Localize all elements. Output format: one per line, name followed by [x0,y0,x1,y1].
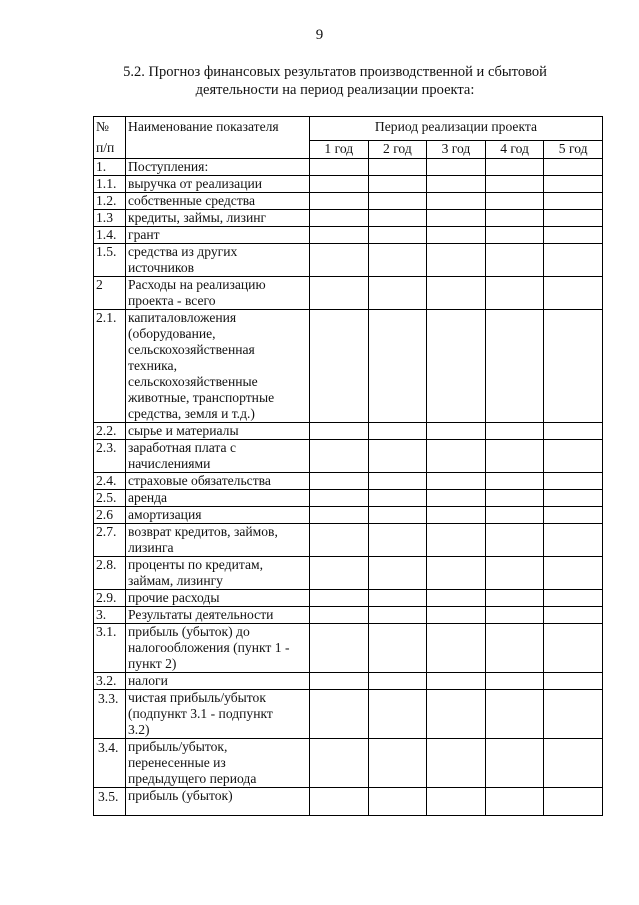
row-number: 1. [94,159,126,176]
table-row [94,690,603,739]
year-2-value-cell [368,507,427,524]
year-4-value-cell [485,624,544,673]
year-1-value-cell [310,590,369,607]
year-4-value-cell [485,159,544,176]
row-number: 1.3 [94,210,126,227]
year-4-value-cell [485,788,544,816]
year-2-value-cell [368,176,427,193]
period-header: Период реализации проекта [310,117,603,141]
year-3-value-cell [427,244,486,277]
table-row [94,159,603,176]
year-1-value-cell [310,624,369,673]
year-5-value-cell [544,159,603,176]
year-5-value-cell [544,277,603,310]
year-3-value-cell [427,490,486,507]
year-2-value-cell [368,277,427,310]
table-row [94,624,603,673]
row-indicator-name: Результаты деятельности [126,607,310,624]
year-5-value-cell [544,440,603,473]
year-3-value-cell [427,310,486,423]
year-4-value-cell [485,507,544,524]
heading-line-1: 5.2. Прогноз финансовых результатов производственной и сбытовой [123,64,547,80]
year-5-value-cell [544,193,603,210]
table-row [94,176,603,193]
year-1-value-cell [310,690,369,739]
table-row [94,227,603,244]
row-number: 3.1. [94,624,126,673]
row-number: 2 [94,277,126,310]
year-1-value-cell [310,557,369,590]
table-row [94,524,603,557]
table-row [94,440,603,473]
col-name-header: Наименование показателя [126,117,310,159]
row-number: 2.9. [94,590,126,607]
year-4-value-cell [485,227,544,244]
row-indicator-name: чистая прибыль/убыток (подпункт 3.1 - подпункт 3.2) [126,690,310,739]
year-5-value-cell [544,557,603,590]
year-5-header: 5 год [544,141,603,159]
row-indicator-name: налоги [126,673,310,690]
row-number: 3. [94,607,126,624]
table-row [94,277,603,310]
year-1-value-cell [310,423,369,440]
year-4-value-cell [485,607,544,624]
row-number: 1.2. [94,193,126,210]
heading-line-2: деятельности на период реализации проекта: [195,82,475,98]
year-1-value-cell [310,673,369,690]
row-indicator-name: выручка от реализации [126,176,310,193]
row-indicator-name: страховые обязательства [126,473,310,490]
year-5-value-cell [544,524,603,557]
year-3-value-cell [427,590,486,607]
year-5-value-cell [544,244,603,277]
year-1-header: 1 год [310,141,369,159]
table-row [94,557,603,590]
year-3-value-cell [427,524,486,557]
row-number: 2.6 [94,507,126,524]
row-number: 2.1. [94,310,126,423]
year-5-value-cell [544,490,603,507]
row-indicator-name: аренда [126,490,310,507]
year-3-value-cell [427,227,486,244]
year-2-value-cell [368,673,427,690]
year-5-value-cell [544,607,603,624]
row-indicator-name: прочие расходы [126,590,310,607]
table-row [94,310,603,423]
year-4-value-cell [485,473,544,490]
year-4-value-cell [485,193,544,210]
row-indicator-name: капиталовложения (оборудование, сельскохозяйственная техника, сельскохозяйственные животные, транспортные средства, земля и т.д.) [126,310,310,423]
year-1-value-cell [310,440,369,473]
year-1-value-cell [310,244,369,277]
year-3-value-cell [427,788,486,816]
table-row [94,473,603,490]
table-row [94,739,603,788]
year-5-value-cell [544,590,603,607]
year-4-value-cell [485,490,544,507]
year-5-value-cell [544,507,603,524]
year-3-value-cell [427,440,486,473]
table-row [94,507,603,524]
row-indicator-name: проценты по кредитам, займам, лизингу [126,557,310,590]
row-indicator-name: грант [126,227,310,244]
year-3-value-cell [427,607,486,624]
year-2-value-cell [368,310,427,423]
row-number: 1.1. [94,176,126,193]
row-number: 2.5. [94,490,126,507]
year-4-value-cell [485,244,544,277]
year-2-value-cell [368,193,427,210]
row-number: 2.2. [94,423,126,440]
row-indicator-name: прибыль (убыток) [126,788,310,816]
table-row [94,673,603,690]
year-2-value-cell [368,423,427,440]
year-4-value-cell [485,210,544,227]
year-2-value-cell [368,227,427,244]
year-2-value-cell [368,590,427,607]
year-4-value-cell [485,440,544,473]
year-5-value-cell [544,739,603,788]
year-3-value-cell [427,193,486,210]
col-num-header [94,117,126,159]
row-indicator-name: Расходы на реализацию проекта - всего [126,277,310,310]
year-1-value-cell [310,159,369,176]
year-3-value-cell [427,507,486,524]
row-indicator-name: Поступления: [126,159,310,176]
year-2-value-cell [368,524,427,557]
row-indicator-name: амортизация [126,507,310,524]
year-3-value-cell [427,277,486,310]
year-5-value-cell [544,310,603,423]
row-indicator-name: собственные средства [126,193,310,210]
year-3-value-cell [427,673,486,690]
year-3-value-cell [427,624,486,673]
year-4-value-cell [485,524,544,557]
row-indicator-name: кредиты, займы, лизинг [126,210,310,227]
year-1-value-cell [310,193,369,210]
col-num-header-line2: п/п [96,140,115,155]
year-1-value-cell [310,490,369,507]
year-2-value-cell [368,244,427,277]
year-5-value-cell [544,210,603,227]
year-3-value-cell [427,557,486,590]
row-number: 2.8. [94,557,126,590]
row-indicator-name: прибыль (убыток) до налогообложения (пункт 1 - пункт 2) [126,624,310,673]
year-3-value-cell [427,473,486,490]
row-number: 2.7. [94,524,126,557]
year-2-value-cell [368,607,427,624]
year-3-value-cell [427,176,486,193]
row-indicator-name: сырье и материалы [126,423,310,440]
year-4-value-cell [485,557,544,590]
year-3-value-cell [427,690,486,739]
row-number: 3.3. [94,690,126,739]
row-number: 2.3. [94,440,126,473]
year-5-value-cell [544,690,603,739]
row-number: 1.5. [94,244,126,277]
year-1-value-cell [310,210,369,227]
year-4-value-cell [485,590,544,607]
year-5-value-cell [544,227,603,244]
table-row [94,423,603,440]
year-3-value-cell [427,423,486,440]
year-4-value-cell [485,423,544,440]
row-number: 1.4. [94,227,126,244]
year-2-value-cell [368,159,427,176]
year-1-value-cell [310,176,369,193]
year-4-value-cell [485,310,544,423]
year-4-value-cell [485,690,544,739]
row-number: 3.5. [94,788,126,816]
row-number: 3.2. [94,673,126,690]
table-row [94,193,603,210]
row-number: 2.4. [94,473,126,490]
year-5-value-cell [544,176,603,193]
table-row [94,210,603,227]
year-5-value-cell [544,788,603,816]
row-number: 3.4. [94,739,126,788]
year-1-value-cell [310,507,369,524]
year-4-header: 4 год [485,141,544,159]
year-2-value-cell [368,557,427,590]
table-row [94,788,603,816]
year-1-value-cell [310,524,369,557]
table-row [94,607,603,624]
year-2-value-cell [368,788,427,816]
year-1-value-cell [310,473,369,490]
row-indicator-name: средства из других источников [126,244,310,277]
year-3-value-cell [427,739,486,788]
year-2-value-cell [368,690,427,739]
table-row [94,590,603,607]
year-1-value-cell [310,739,369,788]
year-4-value-cell [485,739,544,788]
table-body [94,159,603,816]
page-number: 9 [315,27,324,43]
year-1-value-cell [310,607,369,624]
year-2-value-cell [368,210,427,227]
year-1-value-cell [310,310,369,423]
year-2-header: 2 год [368,141,427,159]
table-row [94,490,603,507]
year-5-value-cell [544,624,603,673]
year-2-value-cell [368,739,427,788]
year-1-value-cell [310,788,369,816]
year-2-value-cell [368,440,427,473]
row-indicator-name: возврат кредитов, займов, лизинга [126,524,310,557]
year-4-value-cell [485,176,544,193]
section-heading [95,63,575,99]
year-5-value-cell [544,423,603,440]
year-2-value-cell [368,624,427,673]
year-3-value-cell [427,210,486,227]
year-4-value-cell [485,673,544,690]
year-3-header: 3 год [427,141,486,159]
year-1-value-cell [310,277,369,310]
year-2-value-cell [368,490,427,507]
financial-forecast-table [93,116,603,816]
year-2-value-cell [368,473,427,490]
row-indicator-name: прибыль/убыток, перенесенные из предыдущего периода [126,739,310,788]
year-5-value-cell [544,673,603,690]
col-num-header-line1: № [96,119,109,134]
year-5-value-cell [544,473,603,490]
row-indicator-name: заработная плата с начислениями [126,440,310,473]
year-3-value-cell [427,159,486,176]
year-4-value-cell [485,277,544,310]
year-1-value-cell [310,227,369,244]
table-row [94,244,603,277]
